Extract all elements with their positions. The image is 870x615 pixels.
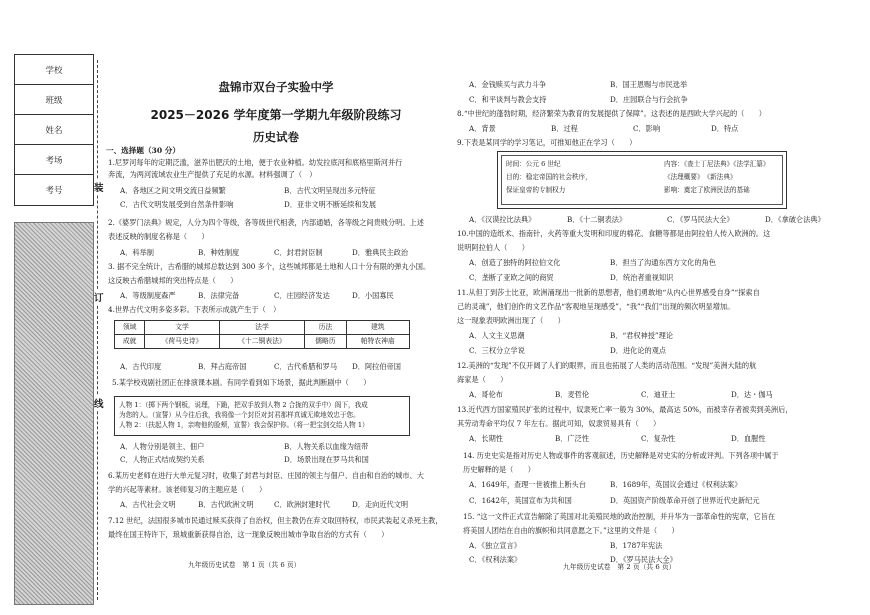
page-1: [106, 0, 446, 615]
q12-option-b[interactable]: B．麦哲伦: [555, 390, 590, 399]
q12-option-a[interactable]: A．哥伦布: [469, 390, 503, 399]
q3-option-b[interactable]: B．法律完备: [198, 291, 240, 300]
q14-line-1: 14. 历史史实是指对历史人物或事件的客观叙述，历史解释是对史实的分析或评判。下列各项中属于: [463, 451, 779, 460]
q5-stem: 5.某学校戏剧社团正在排演课本剧。有同学看到如下场景，据此判断剧中（ ）: [112, 378, 371, 387]
q2-line-1: 2.《婆罗门法典》规定，人分为四个等级，各等级世代相袭，内部通婚，各等级之间贵贱分明。上述: [108, 218, 424, 227]
q7-option-d[interactable]: D．庄园联合与行会抗争: [610, 95, 688, 104]
exam-subject: 历史试卷: [253, 130, 299, 144]
q9-power: 保证皇帝的专制权力: [506, 185, 566, 194]
q10-option-b[interactable]: B．担当了沟通东西方文化的角色: [610, 258, 716, 267]
q5-option-b[interactable]: B．人物关系以血缘为纽带: [284, 442, 369, 451]
q9-option-c[interactable]: C．《罗马民法大全》: [667, 215, 734, 224]
q4-stem: 4.世界古代文明多姿多彩。下表所示成就产生于（ ）: [108, 305, 281, 314]
q1-line-1: 1.尼罗河每年的定期泛滥，滋养出肥沃的土地，便于农业种植。幼发拉底河和底格里斯河并行: [108, 158, 403, 167]
q9-option-a[interactable]: A．《汉谟拉比法典》: [469, 215, 536, 224]
q11-option-b[interactable]: B．“君权神授”理论: [610, 331, 673, 340]
q2-option-c[interactable]: C．封君封臣制: [274, 248, 323, 257]
q13-line-2: 其劳动寿命平均仅 7 年左右。据此可知，奴隶贸易具有（ ）: [457, 419, 661, 428]
q12-option-d[interactable]: D．达・伽马: [731, 390, 773, 399]
q13-option-b[interactable]: B．广泛性: [555, 434, 590, 443]
binding-char-xian: 线: [94, 396, 104, 410]
q6-option-c[interactable]: C．欧洲封建时代: [274, 500, 330, 509]
q7-option-c[interactable]: C．和平谈判与教会支持: [469, 95, 547, 104]
q6-line-2: 学的兴起等素材。该老师复习的主题应是（ ）: [108, 485, 267, 494]
q5-option-c[interactable]: C．人物正式结成契约关系: [120, 455, 205, 464]
q14-option-a[interactable]: A．1649年，查理一世被推上断头台: [469, 480, 586, 489]
q12-line-1: 12.美洲的“发现”不仅开阔了人们的眼界，而且也拓展了人类的活动范围。“发现”美洲大陆的航: [457, 361, 757, 370]
info-number: 考号: [45, 186, 63, 196]
q4-option-d[interactable]: D．阿拉伯帝国: [352, 362, 401, 371]
q5-script-line-1: 人物 1：（掷下两个钢板，说理，下跪，把双手放到人物 2 合拢的双手中）阁下，我成: [119, 401, 368, 409]
q8-option-a[interactable]: A．背景: [469, 124, 496, 133]
q2-option-d[interactable]: D．雅典民主政治: [352, 248, 409, 257]
section-heading: 一、选择题（30 分）: [106, 146, 180, 155]
q3-option-d[interactable]: D．小国寡民: [352, 291, 394, 300]
q14-option-b[interactable]: B．1689年，英国议会通过《权利法案》: [610, 480, 742, 489]
q10-line-2: 说明阿拉伯人（ ）: [457, 243, 529, 252]
q1-line-2: 奔流，为两河流域农业生产提供了充足的水源。材料强调了（ ）: [108, 170, 317, 179]
q6-option-a[interactable]: A．古代社会文明: [120, 500, 176, 509]
info-name: 姓名: [15, 115, 93, 145]
q4-th-law: 法学: [219, 321, 305, 335]
q6-line-1: 6.某历史老师在进行大单元复习时，收集了封君与封臣、庄园的领主与佃户、自由和自治的城市、大: [108, 471, 424, 480]
info-class: 班级: [15, 85, 93, 115]
q13-option-a[interactable]: A．长期性: [469, 434, 503, 443]
binding-char-ding: 订: [94, 290, 104, 304]
q5-option-a[interactable]: A．人物分别是领主、佃户: [120, 442, 205, 451]
q14-line-2: 历史解释的是（ ）: [463, 465, 535, 474]
q9-option-b[interactable]: B．《十二铜表法》: [567, 215, 627, 224]
q13-option-c[interactable]: C．复杂性: [641, 434, 676, 443]
q11-line-1: 11.从但丁到莎士比亚，欧洲涌现出一批新的思想者，他们勇敢地“从内心世界感受自身”“探索自: [457, 288, 760, 297]
info-school: 学校: [15, 55, 93, 85]
q10-option-c[interactable]: C．垄断了亚欧之间的商贸: [469, 273, 554, 282]
q6-option-b[interactable]: B．古代欧洲文明: [198, 500, 254, 509]
q11-option-a[interactable]: A．人文主义思潮: [469, 331, 525, 340]
q9-option-d[interactable]: D．《拿破仑法典》: [765, 215, 825, 224]
q7-line-2: 最终在国王特许下，琅城重新获得自治，这一现象反映出城市争取自治的方式有（ ）: [108, 530, 389, 539]
binding-dashed-line: [97, 60, 98, 600]
q12-line-2: 海家是（ ）: [457, 375, 508, 384]
q10-option-a[interactable]: A．创造了独特的阿拉伯文化: [469, 258, 561, 267]
q4-option-a[interactable]: A．古代印度: [120, 362, 162, 371]
q4-td-architecture: 帕特农神庙: [346, 335, 409, 349]
q1-option-b[interactable]: B．古代文明呈现出多元特征: [284, 186, 376, 195]
info-room: 考场: [15, 145, 93, 175]
q12-option-c[interactable]: C．迪亚士: [641, 390, 676, 399]
q15-option-d[interactable]: D．《罗马民法大全》: [610, 555, 677, 564]
q9-impact: 影响：奠定了欧洲民法的基础: [664, 186, 750, 194]
q2-option-a[interactable]: A．科举制: [120, 248, 154, 257]
q4-th-field: 领域: [115, 321, 145, 335]
q9-content: 内容：《查士丁尼法典》《法学汇纂》: [664, 160, 770, 168]
q6-option-d[interactable]: D．走向近代文明: [352, 500, 409, 509]
page-2: [455, 0, 865, 615]
q15-option-c[interactable]: C．《权利法案》: [469, 555, 522, 564]
q8-option-b[interactable]: B．过程: [551, 124, 578, 133]
q7-line-1: 7.12 世纪，法国很多城市民通过赎买获得了自治权，但主教仍在弃文取回特权，市民武装起义杀死主教，: [108, 516, 443, 525]
q9-time: 时间：公元 6 世纪: [506, 160, 561, 168]
q1-option-d[interactable]: D．亚非文明不断延续和发展: [284, 200, 377, 209]
q5-script-line-3: 人物 2：（扶起人物 1，亲吻他的脸颊，宣誓）我会保护你。（将一把宝剑交给人物 1）: [119, 421, 369, 430]
q11-line-3: 这一现象表明欧洲出现了（ ）: [457, 316, 565, 325]
q2-option-b[interactable]: B．种姓制度: [198, 248, 240, 257]
q13-option-d[interactable]: D．血腥性: [731, 434, 766, 443]
q4-td-calendar: 儒略历: [305, 335, 346, 349]
q9-notes-inner: [501, 155, 783, 205]
q11-line-2: 己的灵魂”，他们创作的文艺作品“客观地呈现感受”，“我”“我们”出现的频次明显增加。: [457, 302, 735, 311]
q4-th-literature: 文学: [145, 321, 219, 335]
binding-char-zhuang: 装: [94, 180, 104, 194]
q15-line-1: 15. “这一文件正式宣告解除了英国对北美殖民地的政治控制，并升华为一部革命性的宪章，它旨在: [463, 512, 776, 521]
q14-option-c[interactable]: C．1642年，英国宣布为共和国: [469, 496, 572, 505]
q4-option-c[interactable]: C．古代希腊和罗马: [274, 362, 338, 371]
q1-option-a[interactable]: A．各地区之间文明交流日益频繁: [120, 186, 226, 195]
q14-option-d[interactable]: D．英国资产阶级革命开创了世界近代史新纪元: [610, 496, 760, 505]
q8-option-d[interactable]: D．特点: [711, 124, 739, 133]
q11-option-c[interactable]: C．三权分立学说: [469, 346, 525, 355]
q4-td-literature: 《荷马史诗》: [145, 335, 219, 349]
q5-script-box: [114, 396, 410, 436]
student-info-table: [14, 54, 94, 206]
hatched-binding-area: [14, 222, 94, 605]
q8-option-c[interactable]: C．影响: [633, 124, 661, 133]
page-1-footer: 九年级历史试卷 第 1 页（共 6 页）: [188, 561, 301, 569]
q11-option-d[interactable]: D．进化论的观点: [610, 346, 667, 355]
q3-option-a[interactable]: A．等级制度森严: [120, 291, 176, 300]
q7-option-a[interactable]: A．金钱赎买与武力斗争: [469, 80, 547, 89]
school-name: 盘锦市双台子实验中学: [218, 80, 334, 94]
q4-th-calendar: 历法: [305, 321, 346, 335]
q4-th-architecture: 建筑: [346, 321, 409, 335]
q3-option-c[interactable]: C．庄园经济发达: [274, 291, 330, 300]
q15-line-2: 将美国人团结在自由的旗帜和共同意愿之下。”这里的文件是（ ）: [463, 526, 679, 535]
q9-stem: 9.下表是某同学的学习笔记，可推知他正在学习（ ）: [457, 138, 637, 147]
q15-option-b[interactable]: B．1787年宪法: [610, 541, 663, 550]
q4-table: [114, 320, 410, 349]
q9-notes-box: [497, 151, 787, 209]
q10-option-d[interactable]: D．统治者重视知识: [610, 273, 674, 282]
q3-line-2: 这反映古希腊城邦的突出特点是（ ）: [108, 276, 238, 285]
q4-td-law: 《十二铜表法》: [219, 335, 305, 349]
q9-goal: 目的：稳定帝国的社会秩序，: [506, 172, 592, 181]
page-2-footer: 九年级历史试卷 第 2 页（共 6 页）: [563, 563, 676, 571]
q5-option-d[interactable]: D．场景出现在罗马共和国: [284, 455, 369, 464]
q8-stem: 8.“中世纪的蓬勃时期，经济繁荣为教育的发展提供了保障”。这表述的是西欧大学兴起的（ ）: [457, 109, 766, 118]
q5-script-line-2: 为您的人。（宣誓）从今往后我，我将像一个封臣对封君那样真诚无欺地效忠于您。: [119, 411, 360, 420]
q3-line-1: 3. 据不完全统计，古希腊的城邦总数达到 300 多个，这些城邦都是土地和人口十分有限的弹丸小国。: [108, 262, 431, 271]
q7-option-b[interactable]: B．国王恩赐与市民选举: [610, 80, 688, 89]
q2-line-2: 表述反映的制度名称是（ ）: [108, 232, 209, 241]
q10-line-1: 10.中国的造纸术、指南针，火药等重大发明和印度的棉花、食糖等都是由阿拉伯人传入欧洲的。这: [457, 229, 771, 238]
q4-td-label: 成就: [115, 335, 145, 349]
q1-option-c[interactable]: C．古代文明发展受到自然条件影响: [120, 200, 234, 209]
q15-option-a[interactable]: A．《独立宣言》: [469, 541, 521, 550]
q4-option-b[interactable]: B．拜占庭帝国: [198, 362, 247, 371]
q13-line-1: 13.近代西方国家殖民扩张的过程中，奴隶死亡率一般为 30%，最高达 50%，而被幸存者被卖到美洲后，: [457, 405, 793, 414]
q9-reg: 《法理概要》 《新法典》: [664, 173, 737, 181]
exam-term: 2025－2026 学年度第一学期九年级阶段练习: [150, 108, 402, 122]
